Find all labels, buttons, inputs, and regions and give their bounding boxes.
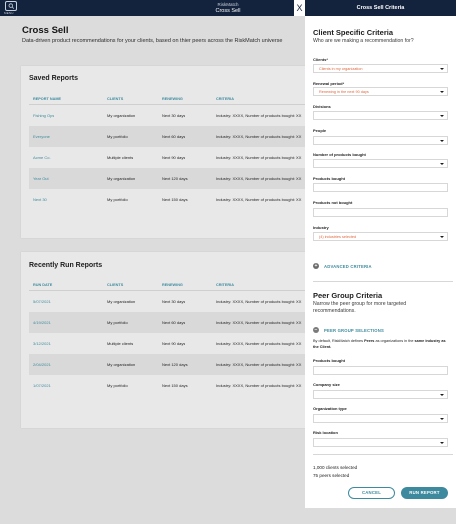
table-cell: Industry: XXXX, Number of products bought: XX (216, 134, 302, 139)
minus-icon: − (314, 327, 318, 333)
saved-reports-card (21, 66, 321, 238)
peer-products-bought-input[interactable] (313, 366, 448, 375)
column-header[interactable]: CLIENTS (107, 97, 124, 101)
chevron-down-icon (440, 68, 444, 70)
table-cell: Industry: XXXX, Number of products bought: XX (216, 320, 302, 325)
saved-reports-title: Saved Reports (29, 75, 79, 82)
recent-reports-card (21, 252, 321, 428)
report-name-link[interactable]: Acme Co. (33, 155, 51, 160)
products-bought-input[interactable] (313, 183, 448, 192)
recent-reports-title: Recently Run Reports (29, 262, 103, 269)
client-criteria-title: Client Specific Criteria (313, 28, 394, 37)
section-divider (313, 281, 453, 282)
people-label: People (313, 128, 327, 133)
clients-selected-count: 1,000 clients selected (313, 465, 358, 470)
run-date-link[interactable]: 2/04/2021 (33, 362, 51, 367)
table-cell: Industry: XXXX, Number of products bought: XX (216, 113, 302, 118)
table-cell: My portfolio (107, 134, 128, 139)
column-header[interactable]: CRITERIA (216, 283, 234, 287)
table-row[interactable] (29, 312, 321, 333)
table-cell: Next 30 days (162, 113, 186, 118)
peer-criteria-title: Peer Group Criteria (313, 291, 383, 300)
report-name-link[interactable]: Next 30 (33, 197, 47, 202)
products-not-bought-input[interactable] (313, 208, 448, 217)
table-cell: Next 150 days (162, 197, 188, 202)
num-products-label: Number of products bought (313, 152, 366, 157)
note-emphasis: same industry as the Client. (313, 339, 446, 349)
table-row[interactable] (29, 105, 321, 126)
table-row[interactable] (29, 126, 321, 147)
chevron-down-icon (440, 140, 444, 142)
clients-label: Clients* (313, 57, 328, 62)
cancel-button[interactable]: CANCEL (348, 487, 395, 499)
client-criteria-subtitle: Who are we making a recommendation for? (313, 38, 414, 44)
table-row[interactable] (29, 354, 321, 375)
table-cell: My organization (107, 176, 136, 181)
page-title: Cross Sell (22, 25, 69, 36)
table-cell: Next 120 days (162, 362, 188, 367)
note-emphasis: Peers (364, 339, 375, 343)
peers-selected-count: 75 peers selected (313, 473, 350, 478)
table-cell: My organization (107, 362, 136, 367)
chevron-down-icon (440, 91, 444, 93)
products-bought-label: Products bought (313, 176, 345, 181)
peer-products-bought-label: Products bought (313, 358, 345, 363)
page-name: Cross Sell (215, 8, 241, 14)
table-cell: Industry: XXXX, Number of products bought: XX (216, 197, 302, 202)
table-cell: Industry: XXXX, Number of products bought: XX (216, 362, 302, 367)
chevron-down-icon (440, 394, 444, 396)
table-cell: Industry: XXXX, Number of products bought: XX (216, 299, 302, 304)
table-row[interactable] (29, 333, 321, 354)
column-header[interactable]: CLIENTS (107, 283, 124, 287)
section-divider (313, 454, 453, 455)
report-name-link[interactable]: Fishing Ops (33, 113, 55, 118)
table-cell: My portfolio (107, 197, 128, 202)
saved-reports-table (29, 94, 321, 234)
risk-location-label: Risk location (313, 430, 338, 435)
table-row[interactable] (29, 291, 321, 312)
divisions-label: Divisions (313, 104, 331, 109)
table-cell: My portfolio (107, 383, 128, 388)
org-type-label: Organization type (313, 406, 347, 411)
renewal-select[interactable] (313, 87, 448, 96)
recent-reports-table (29, 280, 321, 420)
chevron-down-icon (440, 115, 444, 117)
run-date-link[interactable]: 5/07/2021 (33, 299, 51, 304)
table-cell: My organization (107, 299, 136, 304)
criteria-panel (305, 0, 456, 508)
page-subtitle: Data-driven product recommendations for your clients, based on thier peers across the RiskMatch universe (22, 38, 283, 44)
org-type-select[interactable] (313, 414, 448, 423)
table-cell: My organization (107, 113, 136, 118)
industry-label: Industry (313, 225, 329, 230)
chevron-down-icon (440, 163, 444, 165)
close-panel-button[interactable]: X (294, 0, 305, 16)
num-products-select[interactable] (313, 159, 448, 168)
note-text: as organizations in the (374, 339, 415, 343)
divisions-select[interactable] (313, 111, 448, 120)
table-cell: Next 30 days (162, 299, 186, 304)
chevron-down-icon (440, 418, 444, 420)
menu-label: MENU (4, 11, 14, 15)
table-cell: Next 150 days (162, 383, 188, 388)
table-cell: Industry: XXXX, Number of products bought: XX (216, 341, 302, 346)
app-name: RiskMatch (217, 2, 239, 7)
column-header[interactable]: RENEWING (162, 283, 183, 287)
table-row[interactable] (29, 375, 321, 396)
table-cell: Next 90 days (162, 341, 186, 346)
table-cell: Next 60 days (162, 320, 186, 325)
column-header[interactable]: RUN DATE (29, 280, 101, 291)
run-date-link[interactable]: 3/12/2021 (33, 341, 51, 346)
column-header[interactable]: REPORT NAME (29, 94, 101, 105)
company-size-label: Company size (313, 382, 340, 387)
table-cell: Industry: XXXX, Number of products bought: XX (216, 155, 302, 160)
table-cell: Next 60 days (162, 134, 186, 139)
panel-header: Cross Sell Criteria (305, 0, 456, 16)
chevron-down-icon (440, 236, 444, 238)
table-row[interactable] (29, 147, 321, 168)
industry-select[interactable] (313, 232, 448, 241)
report-name-link[interactable]: Everyone (33, 134, 50, 139)
column-header[interactable]: RENEWING (162, 97, 183, 101)
industry-value: (4) industries selected (319, 235, 357, 239)
table-cell: Industry: XXXX, Number of products bought: XX (216, 383, 302, 388)
peer-group-label: PEER GROUP SELECTIONS (324, 327, 384, 333)
risk-location-select[interactable] (313, 438, 448, 447)
table-cell: Multiple clients (107, 155, 134, 160)
note-text: By default, RiskMatch defines (313, 339, 365, 343)
company-size-select[interactable] (313, 390, 448, 399)
column-header[interactable]: CRITERIA (216, 97, 234, 101)
products-not-bought-label: Products not bought (313, 200, 353, 205)
table-cell: My portfolio (107, 320, 128, 325)
chevron-down-icon (440, 442, 444, 444)
table-row[interactable] (29, 168, 321, 189)
advanced-criteria-label: ADVANCED CRITERIA (324, 263, 372, 269)
table-cell: Multiple clients (107, 341, 134, 346)
run-date-link[interactable]: 4/19/2021 (33, 320, 51, 325)
clients-value: Clients in my organization (319, 67, 363, 71)
clients-select[interactable] (313, 64, 448, 73)
people-select[interactable] (313, 136, 448, 145)
peer-default-note (313, 339, 448, 350)
table-cell: Next 90 days (162, 155, 186, 160)
peer-group-toggle[interactable] (313, 327, 384, 333)
renewal-value: Renewing in the next 90 days (319, 90, 369, 94)
renewal-label: Renewal period* (313, 81, 345, 86)
report-name-link[interactable]: Year Out (33, 176, 49, 181)
plus-icon: + (314, 263, 318, 269)
run-report-button[interactable]: RUN REPORT (401, 487, 448, 499)
table-row[interactable] (29, 189, 321, 210)
run-date-link[interactable]: 1/07/2021 (33, 383, 51, 388)
advanced-criteria-toggle[interactable] (313, 263, 372, 269)
peer-criteria-subtitle: Narrow the peer group for more targeted recommendations. (313, 301, 407, 314)
table-cell: Next 120 days (162, 176, 188, 181)
table-cell: Industry: XXXX, Number of products bought: XX (216, 176, 302, 181)
